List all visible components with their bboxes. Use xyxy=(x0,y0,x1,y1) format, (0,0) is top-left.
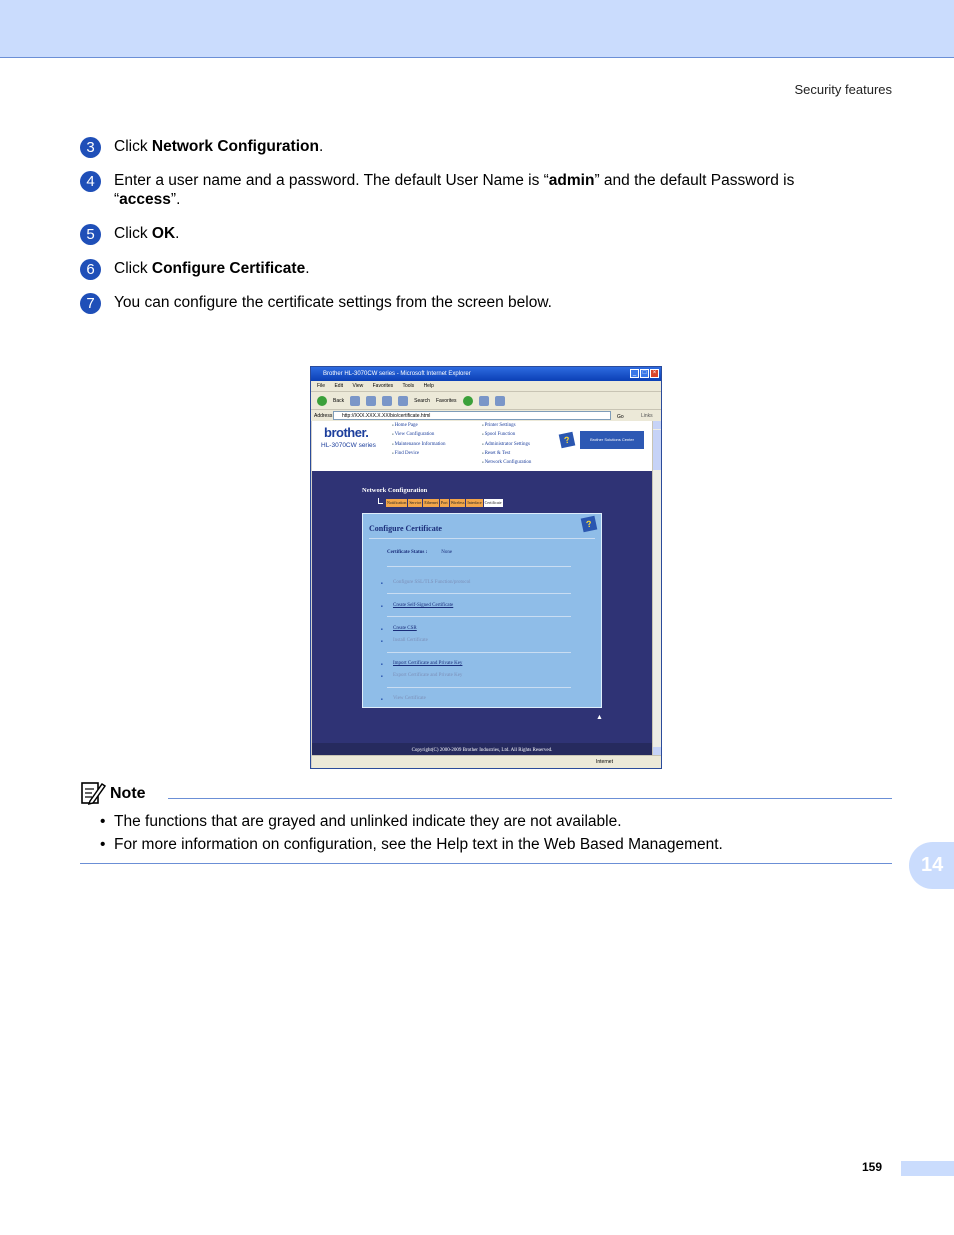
internet-zone: Internet xyxy=(596,759,613,765)
copyright: Copyright(C) 2000-2009 Brother Industries, Ltd. All Rights Reserved. xyxy=(411,748,553,753)
menu-file[interactable]: File xyxy=(317,383,326,389)
home-icon[interactable] xyxy=(398,396,408,406)
address-bar xyxy=(311,409,661,421)
tab-service[interactable]: Service xyxy=(409,500,422,505)
view-certificate-link: ■ View Certificate xyxy=(393,696,426,701)
nav-home-page[interactable]: ■ Home Page xyxy=(392,421,446,430)
vertical-scrollbar[interactable] xyxy=(652,421,661,755)
chapter-tab: 14 xyxy=(909,842,954,889)
links-button[interactable]: Links xyxy=(641,413,653,419)
scroll-top-icon[interactable]: ▲ xyxy=(596,713,603,721)
menu-help[interactable]: Help xyxy=(423,383,434,389)
nav-spool-function[interactable]: ■ Spool Function xyxy=(482,430,531,439)
step-7: 7 You can configure the certificate settings from the screen below. xyxy=(80,293,900,312)
tab-ethernet[interactable]: Ethernet xyxy=(424,500,438,505)
step-number: 3 xyxy=(80,137,101,158)
refresh-icon[interactable] xyxy=(382,396,392,406)
brother-logo: brother. xyxy=(324,425,369,440)
divider xyxy=(387,566,571,567)
menu-view[interactable]: View xyxy=(352,383,364,389)
nav-network-configuration[interactable]: ■ Network Configuration xyxy=(482,458,531,467)
note-label: Note xyxy=(110,785,146,802)
note-divider xyxy=(168,798,892,799)
footer-band xyxy=(901,1161,954,1176)
step-number: 5 xyxy=(80,224,101,245)
nav-find-device[interactable]: ■ Find Device xyxy=(392,449,446,458)
minimize-icon[interactable]: _ xyxy=(630,369,639,378)
menu-favorites[interactable]: Favorites xyxy=(372,383,394,389)
menu-bar xyxy=(311,381,661,391)
search-button[interactable]: Search xyxy=(414,397,430,404)
export-certificate-link: ■ Export Certificate and Private Key xyxy=(393,673,462,678)
address-input[interactable]: http://XXX.XXX.X.XX/bio/certificate.html xyxy=(333,411,611,420)
solutions-center-button[interactable]: Brother Solutions Center xyxy=(580,431,644,449)
install-certificate-link: ■ Install Certificate xyxy=(393,638,428,643)
step-number: 7 xyxy=(80,293,101,314)
divider xyxy=(387,687,571,688)
nav-view-configuration[interactable]: ■ View Configuration xyxy=(392,430,446,439)
toolbar xyxy=(311,391,661,409)
certificate-status: Certificate Status : None xyxy=(387,550,453,555)
divider xyxy=(369,538,595,539)
configure-ssl-link: ■ Configure SSL/TLS Function/protocol xyxy=(393,580,471,585)
note-bullet: • The functions that are grayed and unlinked indicate they are not available. xyxy=(100,812,622,831)
page-number: 159 xyxy=(862,1160,883,1174)
menu-tools[interactable]: Tools xyxy=(402,383,415,389)
nav-left xyxy=(392,421,446,458)
help-icon[interactable]: ? xyxy=(559,432,576,449)
close-icon[interactable]: × xyxy=(650,369,659,378)
go-button[interactable]: Go xyxy=(617,414,624,420)
nav-printer-settings[interactable]: ■ Printer Settings xyxy=(482,421,531,430)
create-self-signed-link[interactable]: ■ Create Self-Signed Certificate xyxy=(393,603,453,608)
scroll-thumb[interactable] xyxy=(653,430,661,470)
step-4: 4 Enter a user name and a password. The default User Name is “admin” and the default Password is “access”. xyxy=(80,171,900,209)
print-icon[interactable] xyxy=(495,396,505,406)
forward-icon[interactable] xyxy=(350,396,360,406)
note-divider xyxy=(80,863,892,864)
model-name: HL-3070CW series xyxy=(321,442,376,449)
step-number: 6 xyxy=(80,259,101,280)
step-number: 4 xyxy=(80,171,101,192)
divider xyxy=(387,616,571,617)
help-icon[interactable]: ? xyxy=(581,516,598,533)
maximize-icon[interactable]: □ xyxy=(640,369,649,378)
configure-certificate-panel xyxy=(362,513,602,708)
window-title: Brother HL-3070CW series - Microsoft Internet Explorer _ □ × xyxy=(311,367,661,381)
history-icon[interactable] xyxy=(463,396,473,406)
mail-icon[interactable] xyxy=(479,396,489,406)
note-icon xyxy=(80,780,106,806)
step-3: 3 Click Network Configuration. xyxy=(80,137,900,156)
network-configuration-title: Network Configuration xyxy=(362,487,428,494)
tab-bar xyxy=(386,499,503,507)
tab-port[interactable]: Port xyxy=(440,500,448,505)
tab-connector xyxy=(378,498,383,504)
note-bullet: • For more information on configuration, see the Help text in the Web Based Management. xyxy=(100,835,723,854)
tab-wireless[interactable]: Wireless xyxy=(450,500,465,505)
page-header xyxy=(312,421,652,471)
nav-administrator-settings[interactable]: ■ Administrator Settings xyxy=(482,440,531,449)
panel-title: Configure Certificate xyxy=(369,524,442,533)
status-bar xyxy=(312,755,662,768)
favorites-button[interactable]: Favorites xyxy=(435,397,457,404)
scroll-down-icon[interactable] xyxy=(653,747,661,755)
step-5: 5 Click OK. xyxy=(80,224,900,243)
nav-maintenance-information[interactable]: ■ Maintenance Information xyxy=(392,440,446,449)
address-label: Address xyxy=(314,413,333,419)
divider xyxy=(387,593,571,594)
nav-right xyxy=(482,421,531,467)
tab-notification[interactable]: Notification xyxy=(387,500,407,505)
browser-screenshot xyxy=(310,366,662,769)
menu-edit[interactable]: Edit xyxy=(334,383,344,389)
header-band xyxy=(0,0,954,58)
stop-icon[interactable] xyxy=(366,396,376,406)
import-certificate-link[interactable]: ■ Import Certificate and Private Key xyxy=(393,661,462,666)
tab-certificate[interactable]: Certificate xyxy=(484,500,502,505)
tab-interface[interactable]: Interface xyxy=(467,500,482,505)
create-csr-link[interactable]: ■ Create CSR xyxy=(393,626,417,631)
section-title: Security features xyxy=(794,82,892,97)
nav-reset-test[interactable]: ■ Reset & Test xyxy=(482,449,531,458)
divider xyxy=(387,652,571,653)
back-button[interactable]: Back xyxy=(333,397,345,404)
scroll-up-icon[interactable] xyxy=(653,421,661,429)
back-icon[interactable] xyxy=(317,396,327,406)
step-6: 6 Click Configure Certificate. xyxy=(80,259,900,278)
web-page xyxy=(312,421,652,755)
